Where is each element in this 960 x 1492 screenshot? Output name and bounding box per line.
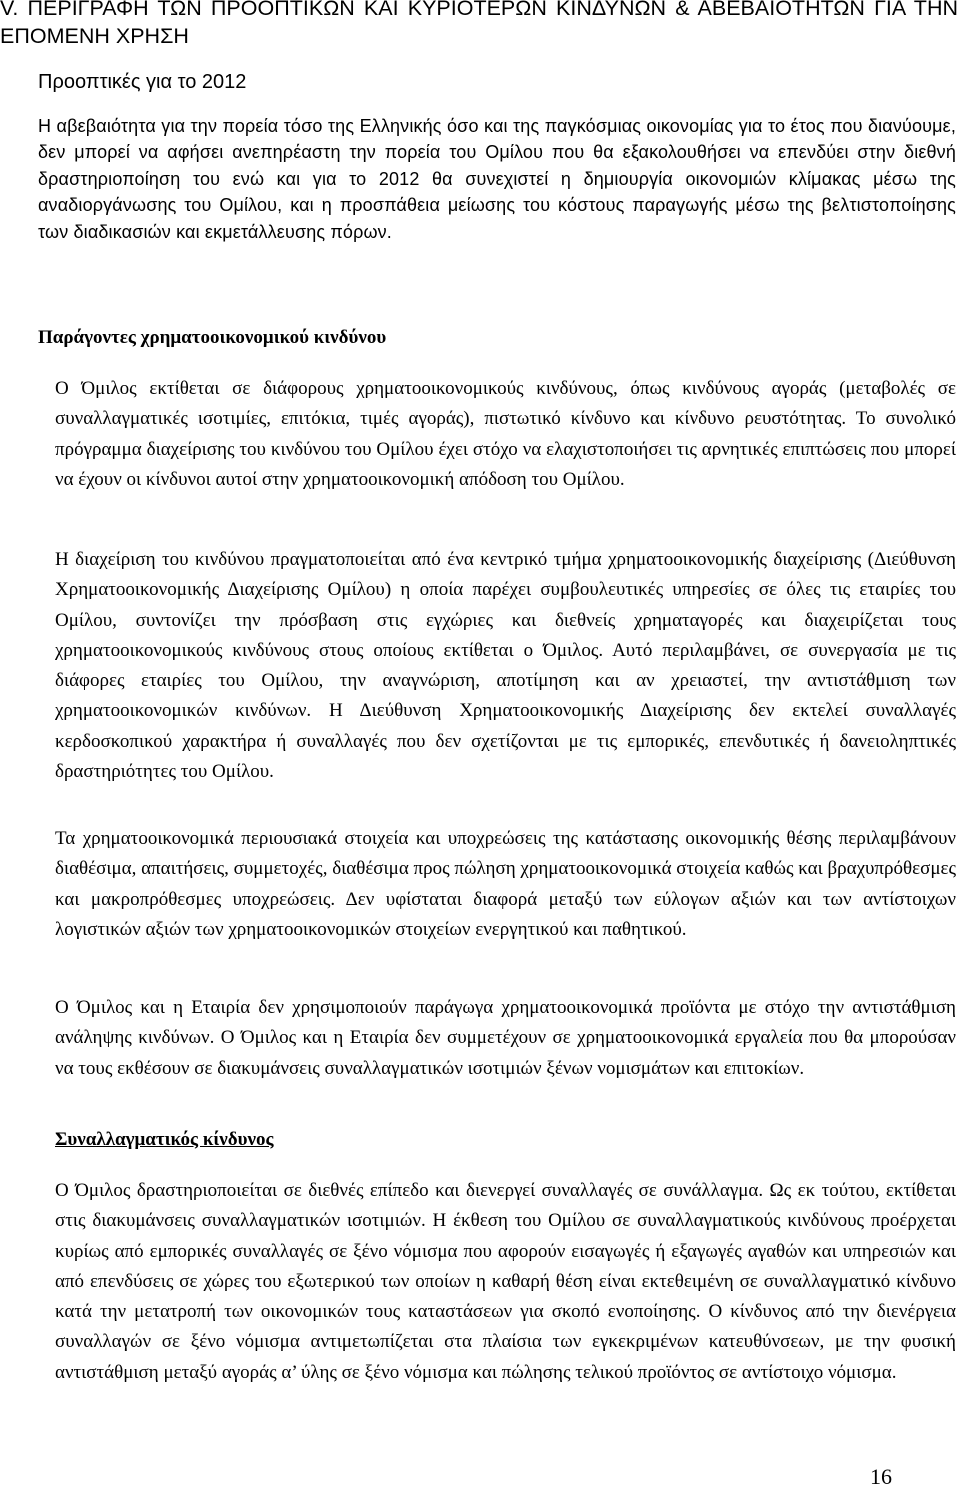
financial-risk-paragraph-4: Ο Όμιλος και η Εταιρία δεν χρησιμοποιούν παράγωγα χρηματοοικονομικά προϊόντα με στόχο την αντιστάθμιση ανάληψης κινδύνων. Ο Όμιλος και η Εταιρία δεν συμμετέχουν σε χρηματοοικονομικά εργαλεία που θα μπορούσαν να τους εκθέσουν σε διακυμάνσεις συναλλαγματικών ισοτιμιών ξένων νομισμάτων και επιτοκίων. <box>55 997 956 1079</box>
financial-risk-paragraph-2: Η διαχείριση του κινδύνου πραγματοποιείται από ένα κεντρικό τμήμα χρηματοοικονομικής διαχείρισης (Διεύθυνση Χρηματοοικονομικής Διαχείρισης Ομίλου) η οποία παρέχει συμβουλευτικές υπηρεσίες σε όλες τις εταιρίες του Ομίλου, συντονίζει την πρόσβαση στις εγχώριες και διεθνείς χρηματαγορές και διαχειρίζεται τους χρηματοοικονομικούς κινδύνους στους οποίους εκτίθεται ο Όμιλος. Αυτό περιλαμβάνει, σε συνεργασία με τις διάφορες εταιρίες του Ομίλου, την αναγνώριση, αποτίμηση και αν χρειαστεί, την αντιστάθμιση των χρηματοοικονομικών κινδύνων. Η Διεύθυνση Χρηματοοικονομικής Διαχείρισης δεν εκτελεί συναλλαγές κερδοσκοπικού χαρακτήρα ή συναλλαγές που δεν σχετίζονται με τις εμπορικές, επενδυτικές ή δανειοληπτικές δραστηριότητες του Ομίλου. <box>55 549 956 783</box>
financial-risk-paragraph-1: Ο Όμιλος εκτίθεται σε διάφορους χρηματοοικονομικούς κινδύνους, όπως κινδύνους αγοράς (μεταβολές σε συναλλαγματικές ισοτιμίες, επιτόκια, τιμές αγοράς), πιστωτικό κίνδυνο και κίνδυνο ρευστότητας. Το συνολικό πρόγραμμα διαχείρισης του κινδύνου του Ομίλου έχει στόχο να ελαχιστοποιήσει τις αρνητικές επιπτώσεις που μπορεί να έχουν οι κίνδυνοι αυτοί στην χρηματοοικονομική απόδοση του Ομίλου. <box>55 378 956 490</box>
prospects-title: Προοπτικές για το 2012 <box>38 71 247 93</box>
financial-risk-paragraph-3: Τα χρηματοοικονομικά περιουσιακά στοιχεία και υποχρεώσεις της κατάστασης οικονομικής θέσης περιλαμβάνουν διαθέσιμα, απαιτήσεις, συμμετοχές, διαθέσιμα προς πώληση χρηματοοικονομικά στοιχεία καθώς και βραχυπρόθεσμες και μακροπρόθεσμες υποχρεώσεις. Δεν υφίσταται διαφορά μεταξύ των εύλογων αξιών και των αντίστοιχων λογιστικών αξιών των χρηματοοικονομικών στοιχείων ενεργητικού και παθητικού. <box>55 828 957 940</box>
page-number: 16 <box>870 1464 892 1489</box>
section-title: V. ΠΕΡΙΓΡΑΦΗ ΤΩΝ ΠΡΟΟΠΤΙΚΩΝ ΚΑΙ ΚΥΡΙΟΤΕΡΩΝ ΚΙΝΔΥΝΩΝ & ΑΒΕΒΑΙΟΤΗΤΩΝ ΓΙΑ ΤΗΝ ΕΠΟΜΕΝΗ ΧΡΗΣΗ <box>0 0 958 48</box>
financial-risk-heading: Παράγοντες χρηματοοικονομικού κινδύνου <box>38 327 387 348</box>
fx-risk-paragraph: Ο Όμιλος δραστηριοποιείται σε διεθνές επίπεδο και διενεργεί συναλλαγές σε συνάλλαγμα. Ως εκ τούτου, εκτίθεται στις διακυμάνσεις συναλλαγματικών ισοτιμιών. Η έκθεση του Ομίλου σε συναλλαγματικούς κινδύνους προέρχεται κυρίως από εμπορικές συναλλαγές σε ξένο νόμισμα που αφορούν εισαγωγές ή εξαγωγές αγαθών και υπηρεσιών και από επενδύσεις σε χώρες του εξωτερικού των οποίων η καθαρή θέση είναι εκτεθειμένη σε συναλλαγματικό κίνδυνο κατά την μετατροπή των οικονομικών τους καταστάσεων για σκοπό ενοποίησης. Ο κίνδυνος από την διενέργεια συναλλαγών σε ξένο νόμισμα αντιμετωπίζεται στα πλαίσια των εγκεκριμένων κατευθύνσεων, με την φυσική αντιστάθμιση μεταξύ αγοράς α’ ύλης σε ξένο νόμισμα και πώλησης τελικού προϊόντος σε αντίστοιχο νόμισμα. <box>55 1180 956 1383</box>
fx-risk-heading: Συναλλαγματικός κίνδυνος <box>55 1129 274 1150</box>
prospects-paragraph: Η αβεβαιότητα για την πορεία τόσο της Ελληνικής όσο και της παγκόσμιας οικονομίας για το έτος που διανύουμε, δεν μπορεί να αφήσει ανεπηρέαστη την πορεία του Ομίλου που θα εξακολουθήσει να επενδύει στην διεθνή δραστηριοποίηση του ενώ και για το 2012 θα συνεχιστεί η δημιουργία οικονομιών κλίμακας μέσω της αναδιοργάνωσης του Ομίλου, και η προσπάθεια μείωσης του κόστους παραγωγής μέσω της βελτιστοποίησης των διαδικασιών και εκμετάλλευσης πόρων. <box>38 116 956 242</box>
